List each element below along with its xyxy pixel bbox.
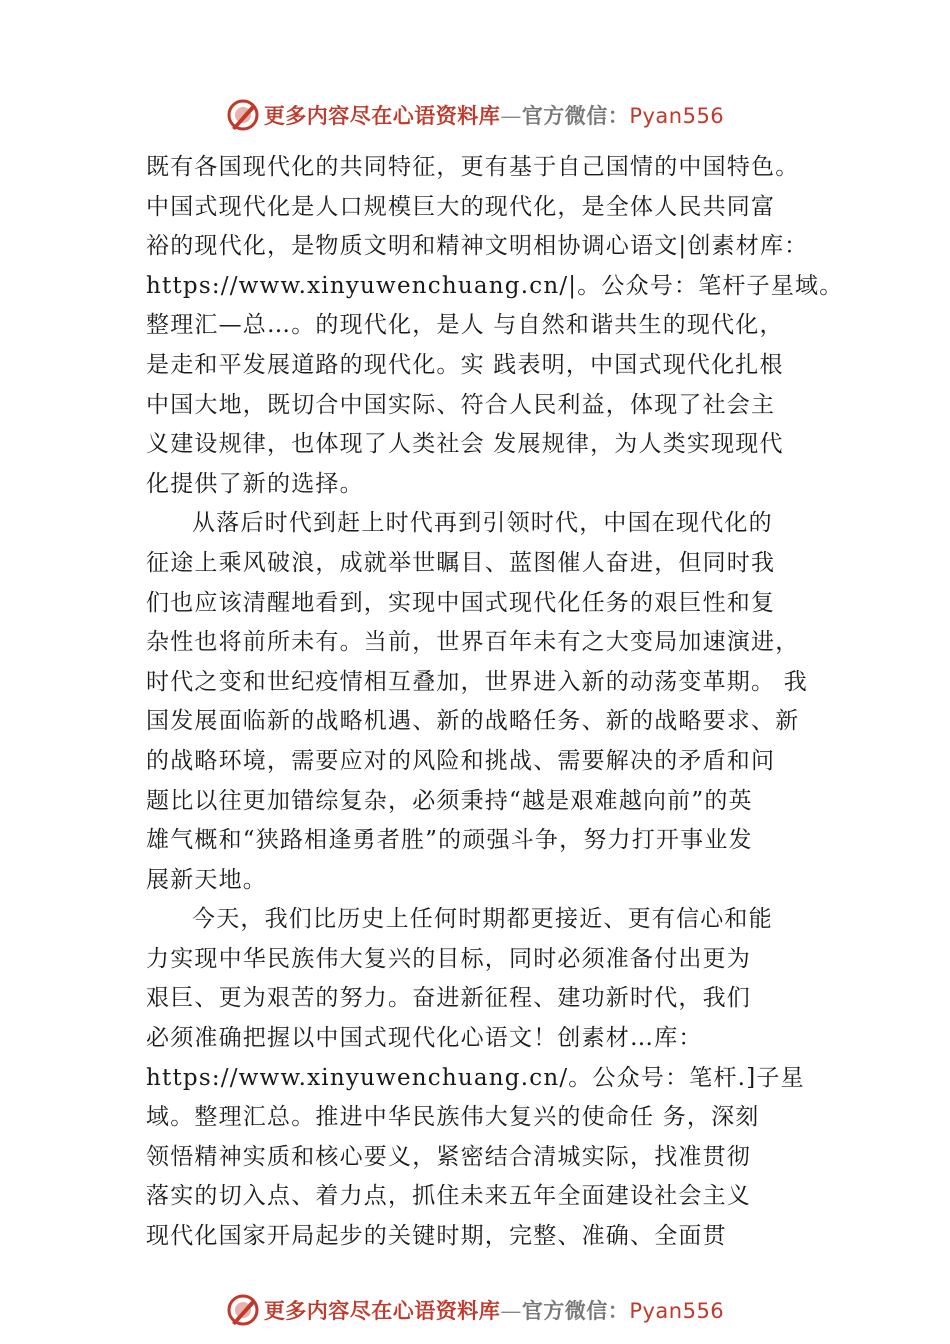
document-body: [146, 148, 846, 1257]
text-line: 裕的现代化，是物质文明和精神文明相协调心语文|创素材库：: [146, 233, 809, 260]
header-banner-text: [264, 100, 724, 130]
header-wechat-label: 官方微信：: [521, 103, 630, 128]
quill-seal-logo-icon: [226, 98, 260, 132]
text-line: 雄气概和“狭路相逢勇者胜”的顽强斗争，努力打开事业发: [146, 827, 753, 854]
text-line: 既有各国现代化的共同特征，更有基于自己国情的中国特色。: [146, 154, 800, 180]
text-line: 整理汇—总…。的现代化，是人 与自然和谐共生的现代化，: [146, 312, 784, 339]
paragraph: [146, 148, 846, 504]
text-line: 们也应该清醒地看到，实现中国式现代化任务的艰巨性和复: [146, 589, 776, 616]
paragraph: [146, 504, 846, 900]
text-line: 杂性也将前所未有。当前，世界百年未有之大变局加速演进，: [146, 629, 800, 656]
text-line: 域。整理汇总。推进中华民族伟大复兴的使命任 务，深刻: [146, 1104, 760, 1131]
footer-banner-text: [264, 1295, 724, 1325]
text-line: 征途上乘风破浪，成就举世瞩目、蓝图催人奋进，但同时我: [146, 549, 776, 576]
text-line: 从落后时代到赶上时代再到引领时代，中国在现代化的: [192, 510, 773, 537]
text-line: 领悟精神实质和核心要义，紧密结合清城实际，找准贯彻: [146, 1143, 751, 1170]
quill-seal-logo-icon: [226, 1293, 260, 1327]
text-line: 时代之变和世纪疫情相互叠加，世界进入新的动荡变革期。 我: [146, 668, 808, 695]
text-line: 化提供了新的选择。: [146, 470, 364, 497]
text-line: 义建设规律，也体现了人类社会 发展规律，为人类实现现代: [146, 431, 784, 458]
text-line: 落实的切入点、着力点，抓住未来五年全面建设社会主义: [146, 1183, 751, 1210]
footer-wechat-label: 官方微信：: [521, 1298, 630, 1323]
footer-dash: —: [500, 1299, 522, 1323]
text-line: https://www.xinyuwenchuang.cn/|。公众号：笔杆子星域。: [146, 272, 844, 299]
text-line: https://www.xinyuwenchuang.cn/。公众号：笔杆.]子星: [146, 1064, 805, 1091]
text-line: 力实现中华民族伟大复兴的目标，同时必须准备付出更为: [146, 945, 751, 972]
text-line: 中国式现代化是人口规模巨大的现代化，是全体人民共同富: [146, 193, 776, 220]
header-dash: —: [500, 104, 522, 128]
text-line: 中国大地，既切合中国实际、符合人民利益，体现了社会主: [146, 391, 776, 418]
text-line: 是走和平发展道路的现代化。实 践表明，中国式现代化扎根: [146, 351, 784, 378]
footer-wechat-id: Pyan556: [629, 1299, 725, 1323]
text-line: 艰巨、更为艰苦的努力。奋进新征程、建功新时代，我们: [146, 985, 751, 1012]
text-line: 必须准确把握以中国式现代化心语文！创素材…库：: [146, 1025, 703, 1052]
text-line: 的战略环境，需要应对的风险和挑战、需要解决的矛盾和问: [146, 747, 776, 774]
header-banner: [0, 95, 950, 135]
text-line: 国发展面临新的战略机遇、新的战略任务、新的战略要求、新: [146, 708, 800, 735]
paragraph: [146, 900, 846, 1256]
text-line: 题比以往更加错综复杂，必须秉持“越是艰难越向前”的英: [146, 787, 753, 814]
footer-banner: [0, 1290, 950, 1330]
header-wechat-id: Pyan556: [629, 104, 725, 128]
text-line: 今天，我们比历史上任何时期都更接近、更有信心和能: [192, 906, 773, 933]
text-line: 展新天地。: [146, 866, 267, 893]
footer-brand-text: 更多内容尽在心语资料库: [263, 1298, 501, 1323]
header-brand-text: 更多内容尽在心语资料库: [263, 103, 501, 128]
text-line: 现代化国家开局起步的关键时期，完整、准确、全面贯: [146, 1223, 727, 1250]
